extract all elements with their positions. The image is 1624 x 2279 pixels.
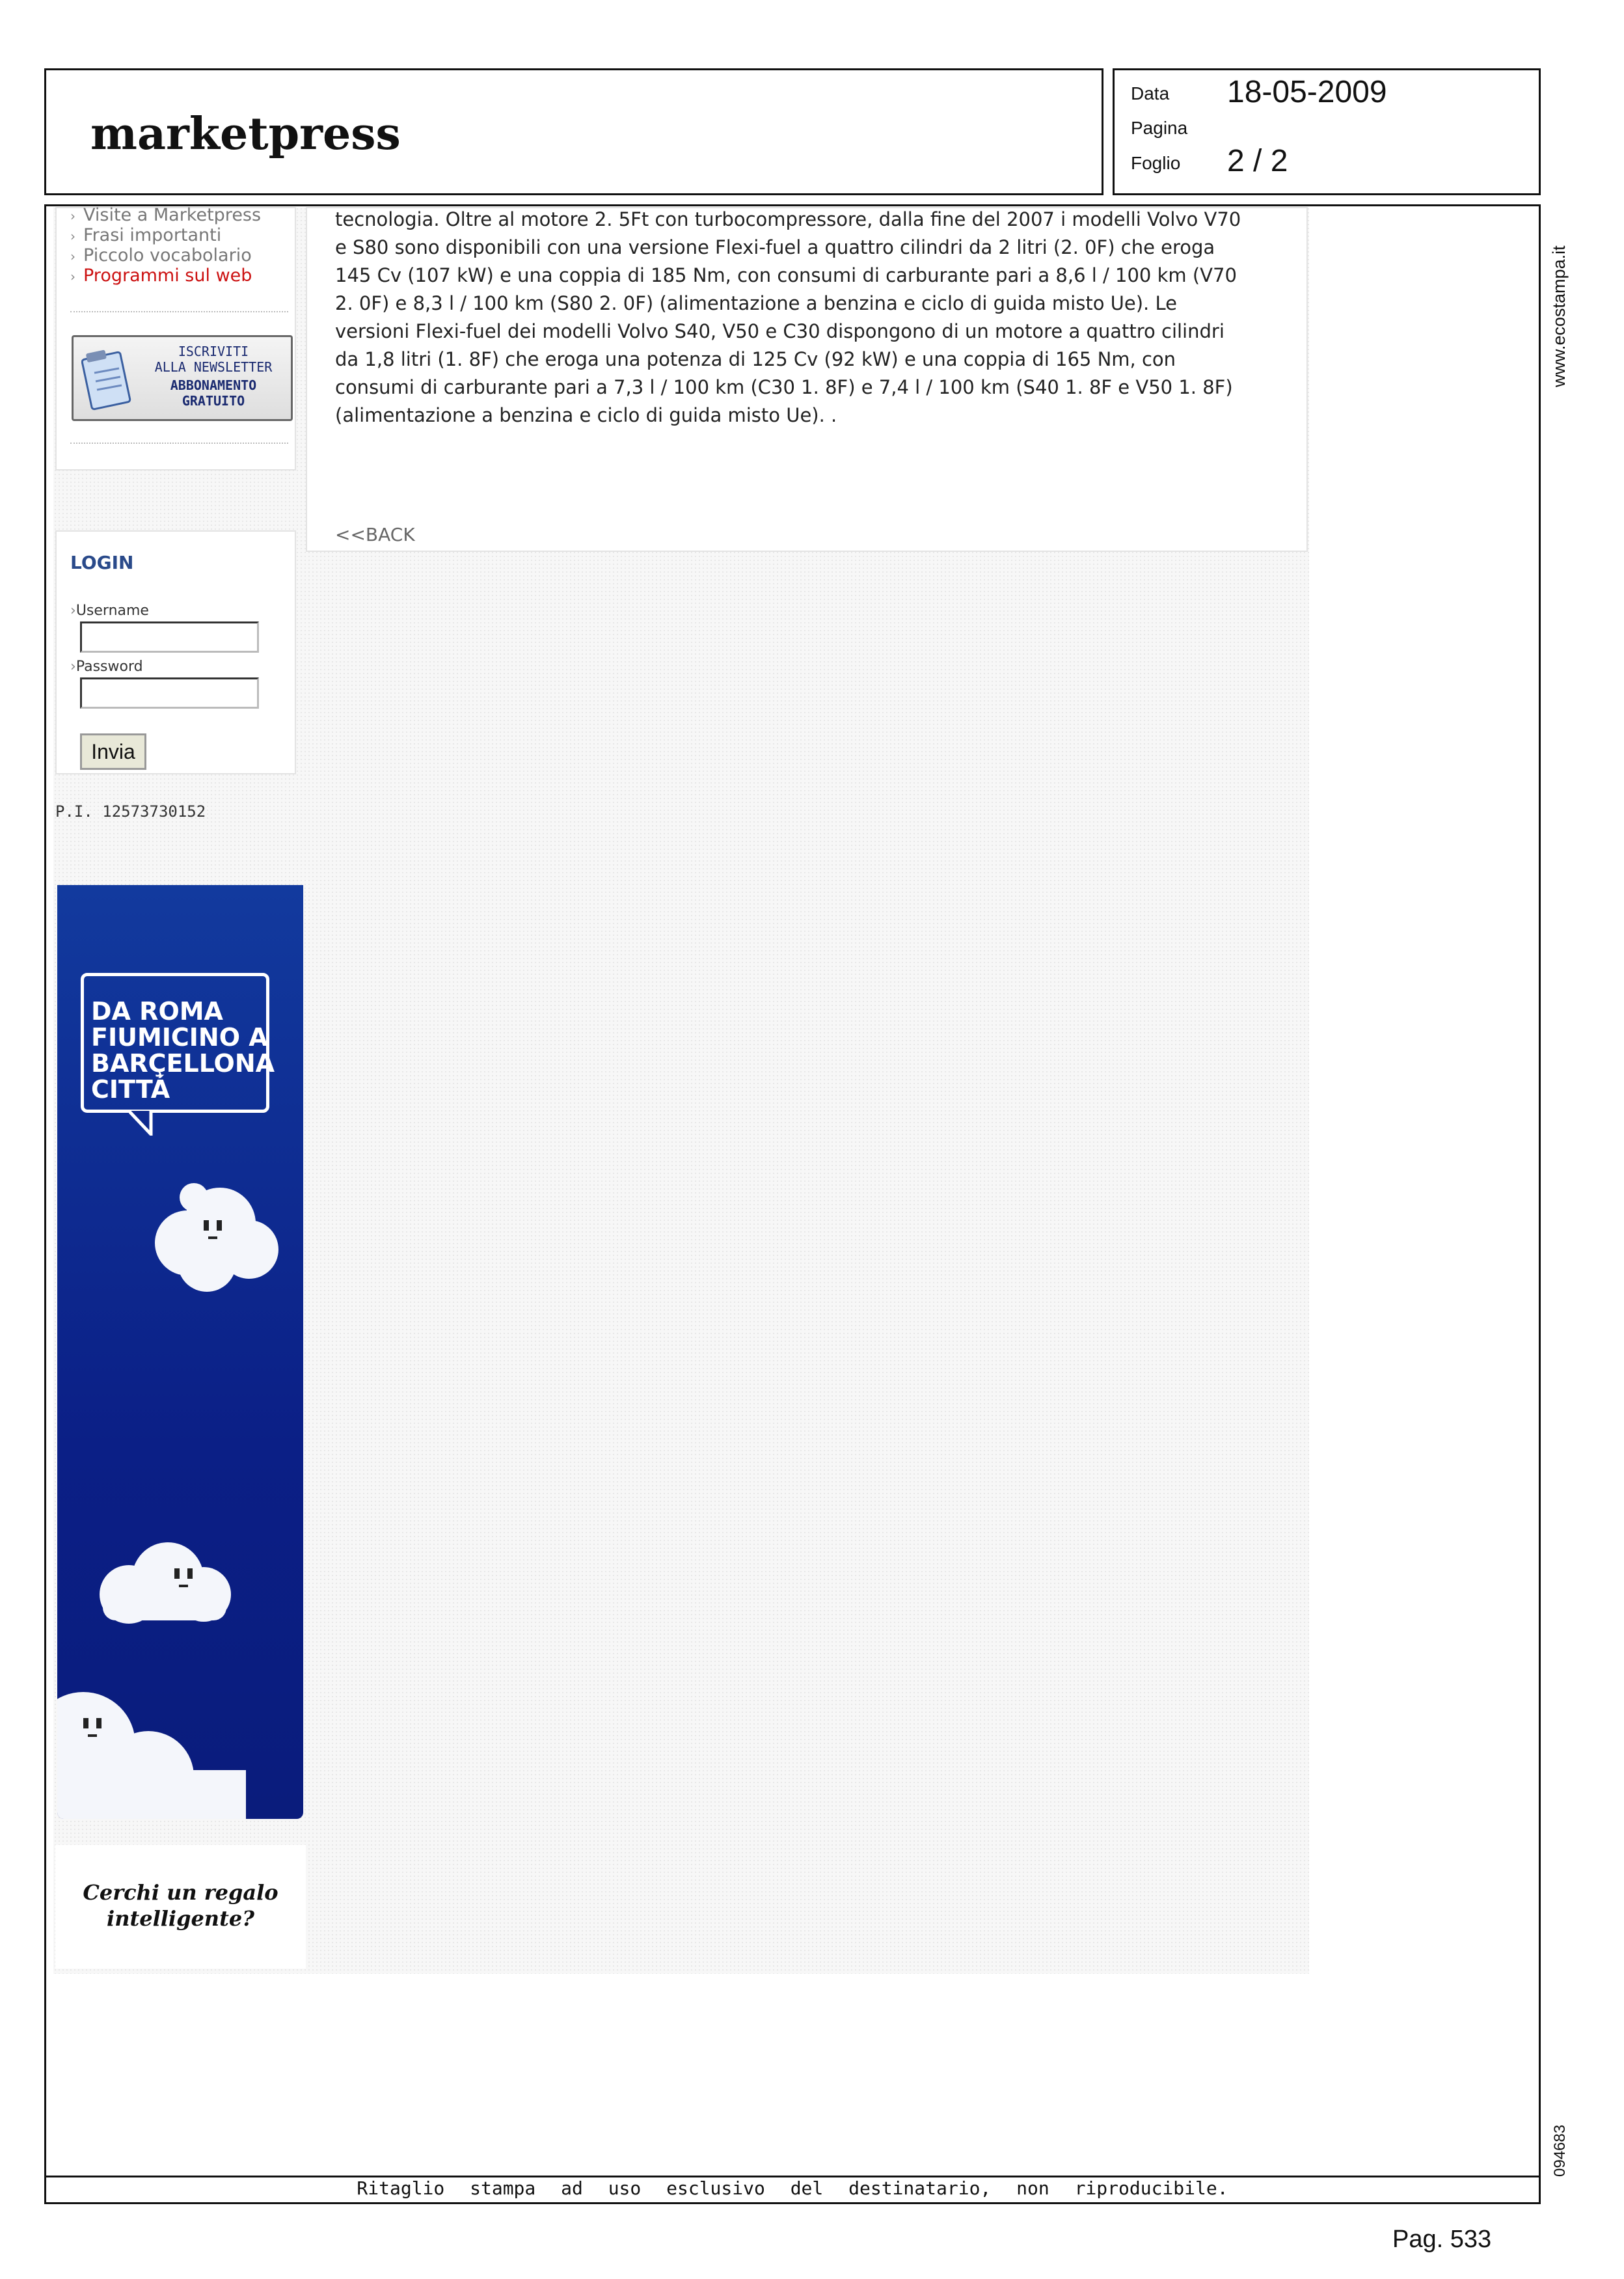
newsletter-line-3: ABBONAMENTO	[170, 377, 257, 393]
promo-text[interactable]: Cerchi un regalo intelligente?	[83, 1880, 278, 1931]
back-link[interactable]: <<BACK	[335, 524, 415, 545]
vat-number: P.I. 12573730152	[55, 802, 206, 821]
article-line: (alimentazione a benzina e ciclo di guida misto Ue). .	[335, 404, 837, 426]
article-line: 145 Cv (107 kW) e una coppia di 185 Nm, con consumi di carburante pari a 8,6 l / 100 km (V70	[335, 264, 1237, 286]
newsletter-line-4: GRATUITO	[182, 393, 245, 409]
header-publication-box	[44, 68, 1103, 195]
article-line: consumi di carburante pari a 7,3 l / 100 km (C30 1. 8F) e 7,4 l / 100 km (S40 1. 8F e V50 1. 8F)	[335, 376, 1233, 398]
ad-line-3: BARÇELLONA	[91, 1049, 275, 1078]
newsletter-line-1: ISCRIVITI	[178, 344, 249, 359]
ad-line-4: CITTÁ	[91, 1075, 170, 1104]
cloud-icon	[142, 1171, 288, 1302]
side-site-label	[1545, 221, 1571, 390]
svg-text:www.ecostampa.it: www.ecostampa.it	[1549, 245, 1569, 387]
newsletter-line-2: ALLA NEWSLETTER	[154, 359, 273, 375]
notepad-icon	[81, 344, 133, 412]
cloud-icon	[90, 1539, 239, 1630]
data-label: Data	[1131, 83, 1170, 103]
ad-banner[interactable]	[57, 885, 303, 1819]
menu-item-vocabolario[interactable]: › Piccolo vocabolario	[70, 245, 252, 266]
data-value: 18-05-2009	[1227, 75, 1387, 109]
menu-divider	[70, 311, 288, 312]
page-number: Pag. 533	[1392, 2226, 1492, 2253]
username-label: ›Username	[70, 603, 149, 619]
svg-text:094683: 094683	[1551, 2124, 1569, 2177]
foglio-value: 2 / 2	[1227, 144, 1288, 178]
article-line: tecnologia. Oltre al motore 2. 5Ft con turbocompressore, dalla fine del 2007 i modelli Volvo V70	[335, 208, 1241, 230]
article-line: da 1,8 litri (1. 8F) che eroga una potenza di 125 Cv (92 kW) e una coppia di 165 Nm, con	[335, 348, 1176, 370]
ad-line-1: DA ROMA	[91, 997, 223, 1026]
publication-name: marketpress	[90, 108, 401, 160]
newsletter-button[interactable]	[72, 335, 293, 421]
pagina-label: Pagina	[1131, 118, 1188, 138]
footer-notice: Ritaglio stampa ad uso esclusivo del destinatario, non riproducibile.	[357, 2177, 1228, 2199]
ad-line-2: FIUMICINO A	[91, 1023, 268, 1052]
menu-divider	[70, 443, 288, 444]
menu-item-frasi[interactable]: › Frasi importanti	[70, 225, 222, 245]
menu-item-visite[interactable]: › Visite a Marketpress	[70, 205, 262, 225]
password-input[interactable]	[80, 677, 259, 709]
login-title: LOGIN	[70, 552, 134, 573]
article-line: e S80 sono disponibili con una versione Flexi-fuel a quattro cilindri da 2 litri (2. 0F) che eroga	[335, 236, 1215, 258]
menu-item-programmi[interactable]: › Programmi sul web	[70, 266, 252, 286]
submit-button[interactable]: Invia	[80, 733, 146, 770]
bubble-tail	[129, 1110, 161, 1136]
header-meta-box	[1113, 68, 1541, 195]
article-line: versioni Flexi-fuel dei modelli Volvo S40, V50 e C30 dispongono di un motore a quattro cilindri	[335, 320, 1225, 342]
password-label: ›Password	[70, 659, 143, 675]
side-code-label	[1545, 2115, 1571, 2180]
article-line: 2. 0F) e 8,3 l / 100 km (S80 2. 0F) (alimentazione a benzina e ciclo di guida misto Ue). Le	[335, 292, 1177, 314]
foglio-label: Foglio	[1131, 153, 1181, 173]
cloud-icon	[57, 1666, 246, 1819]
username-input[interactable]	[80, 621, 259, 653]
